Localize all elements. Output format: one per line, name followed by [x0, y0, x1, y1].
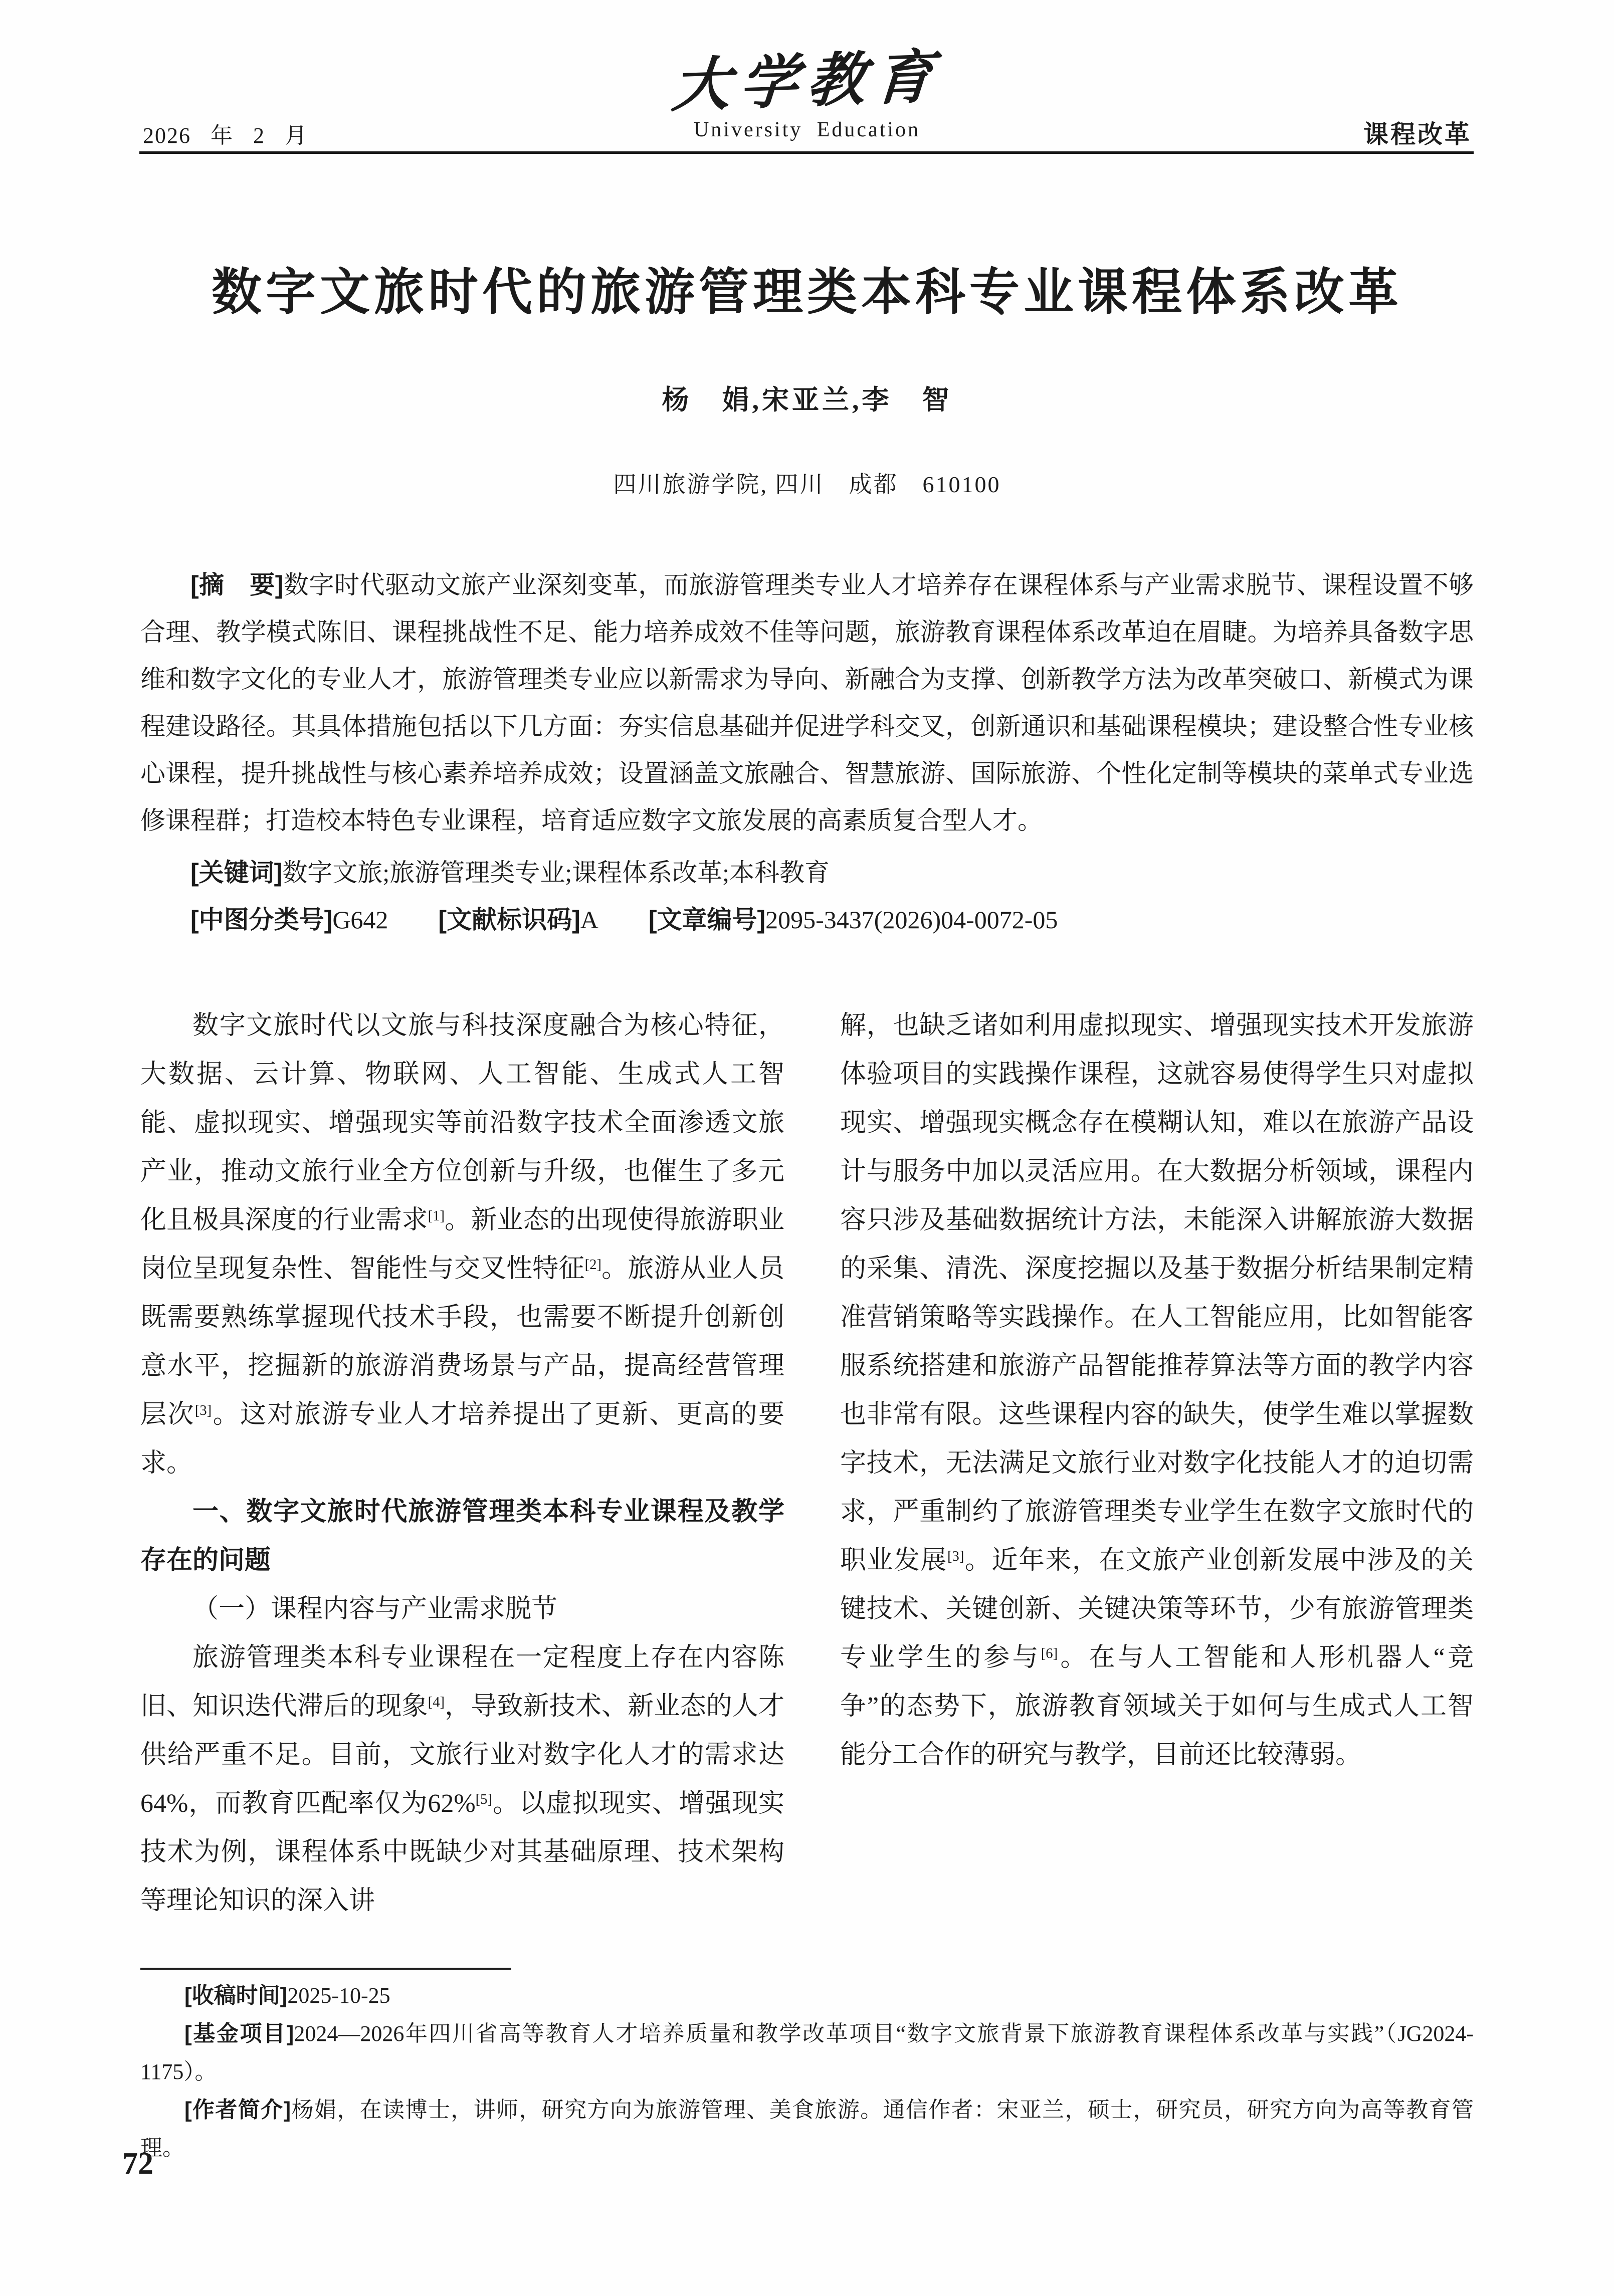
classification-label: [中图分类号]: [190, 906, 333, 934]
footnote-label: [基金项目]: [184, 2021, 294, 2046]
citation-ref: [3]: [947, 1549, 964, 1565]
body-column-right: [840, 1001, 1474, 1779]
authors: 杨 娟,宋亚兰,李 智: [662, 385, 952, 415]
footnote: [140, 2091, 1474, 2167]
classification-label: [文献标识码]: [438, 906, 580, 934]
footnote-text: 杨娟，在读博士，讲师，研究方向为旅游管理、美食旅游。通信作者：宋亚兰，硕士，研究员，研究方向为高等教育管理。: [140, 2098, 1474, 2160]
header-divider: [139, 151, 1474, 154]
subsection-heading: （一）课程内容与产业需求脱节: [192, 1595, 558, 1623]
footnote-text: 2025-10-25: [287, 1983, 390, 2008]
classification-item: [649, 906, 1058, 934]
issue-date: 2026 年 2 月: [143, 123, 308, 148]
citation-ref: [5]: [475, 1792, 492, 1808]
abstract-text: 数字时代驱动文旅产业深刻变革，而旅游管理类专业人才培养存在课程体系与产业需求脱节、课程设置不够合理、教学模式陈旧、课程挑战性不足、能力培养成效不佳等问题，旅游教育课程体系改革迫在眉睫。为培养具备数字思维和数字文化的专业人才，旅游管理类专业应以新需求为导向、新融合为支撑、创新教学方法为改革突破口、新模式为课程建设路径。其具体措施包括以下几方面：夯实信息基础并促进学科交叉，创新通识和基础课程模块；建设整合性专业核心课程，提升挑战性与核心素养培养成效；设置涵盖文旅融合、智慧旅游、国际旅游、个性化定制等模块的菜单式专业选修课程群；打造校本特色专业课程，培育适应数字文旅发展的高素质复合型人才。: [140, 571, 1474, 834]
citation-ref: [2]: [584, 1257, 601, 1273]
journal-logo: 大学教育: [670, 42, 944, 120]
classification-value: A: [580, 906, 598, 934]
body-paragraph: 旅游管理类本科专业课程在一定程度上存在内容陈旧、知识迭代滞后的现象[4]，导致新技术、新业态的人才供给严重不足。目前，文旅行业对数字化人才的需求达64%，而教育匹配率仅为62%[5]。以虚拟现实、增强现实技术为例，课程体系中既缺少对其基础原理、技术架构等理论知识的深入讲: [140, 1643, 784, 1915]
citation-ref: [6]: [1041, 1646, 1058, 1662]
footnote: [140, 1977, 1474, 2015]
keywords-label: [关键词]: [190, 859, 283, 887]
keywords: [140, 849, 1474, 896]
article-title: 数字文旅时代的旅游管理类本科专业课程体系改革: [212, 264, 1402, 320]
footnotes: [140, 1977, 1474, 2167]
abstract: [140, 561, 1474, 844]
classification-label: [文章编号]: [648, 906, 766, 934]
affiliation: 四川旅游学院, 四川 成都 610100: [613, 472, 1001, 497]
classification-value: 2095-3437(2026)04-0072-05: [765, 906, 1058, 934]
classification-row: [140, 896, 1474, 943]
section-heading: 一、数字文旅时代旅游管理类本科专业课程及教学存在的问题: [140, 1497, 784, 1575]
body-paragraph: 解，也缺乏诸如利用虚拟现实、增强现实技术开发旅游体验项目的实践操作课程，这就容易使得学生只对虚拟现实、增强现实概念存在模糊认知，难以在旅游产品设计与服务中加以灵活应用。在大数据分析领域，课程内容只涉及基础数据统计方法，未能深入讲解旅游大数据的采集、清洗、深度挖掘以及基于数据分析结果制定精准营销策略等实践操作。在人工智能应用，比如智能客服系统搭建和旅游产品智能推荐算法等方面的教学内容也非常有限。这些课程内容的缺失，使学生难以掌握数字技术，无法满足文旅行业对数字化技能人才的迫切需求，严重制约了旅游管理类专业学生在数字文旅时代的职业发展[3]。近年来，在文旅产业创新发展中涉及的关键技术、关键创新、关键决策等环节，少有旅游管理类专业学生的参与[6]。在与人工智能和人形机器人“竞争”的态势下，旅游教育领域关于如何与生成式人工智能分工合作的研究与教学，目前还比较薄弱。: [840, 1011, 1474, 1769]
footnote-text: 2024—2026年四川省高等教育人才培养质量和教学改革项目“数字文旅背景下旅游教育课程体系改革与实践”（JG2024-1175）。: [140, 2021, 1474, 2084]
classification-item: [438, 906, 598, 934]
classification-value: G642: [332, 906, 388, 934]
body-column-left: [140, 1001, 784, 1925]
classification-item: [190, 906, 388, 934]
journal-subtitle: University Education: [693, 118, 921, 141]
footnote-label: [收稿时间]: [184, 1983, 288, 2008]
abstract-label: [摘 要]: [190, 571, 284, 599]
citation-ref: [3]: [194, 1403, 212, 1419]
footnote: [140, 2015, 1474, 2091]
section-label: 课程改革: [1363, 120, 1472, 148]
keywords-text: 数字文旅;旅游管理类专业;课程体系改革;本科教育: [282, 859, 830, 887]
citation-ref: [1]: [428, 1208, 445, 1224]
page-number: 72: [122, 2147, 153, 2181]
footnote-label: [作者简介]: [184, 2098, 291, 2122]
citation-ref: [4]: [428, 1695, 445, 1711]
footnote-divider: [140, 1968, 511, 1970]
body-paragraph: 数字文旅时代以文旅与科技深度融合为核心特征，大数据、云计算、物联网、人工智能、生成式人工智能、虚拟现实、增强现实等前沿数字技术全面渗透文旅产业，推动文旅行业全方位创新与升级，也催生了多元化且极具深度的行业需求[1]。新业态的出现使得旅游职业岗位呈现复杂性、智能性与交叉性特征[2]。旅游从业人员既需要熟练掌握现代技术手段，也需要不断提升创新创意水平，挖掘新的旅游消费场景与产品，提高经营管理层次[3]。这对旅游专业人才培养提出了更新、更高的要求。: [140, 1011, 784, 1478]
